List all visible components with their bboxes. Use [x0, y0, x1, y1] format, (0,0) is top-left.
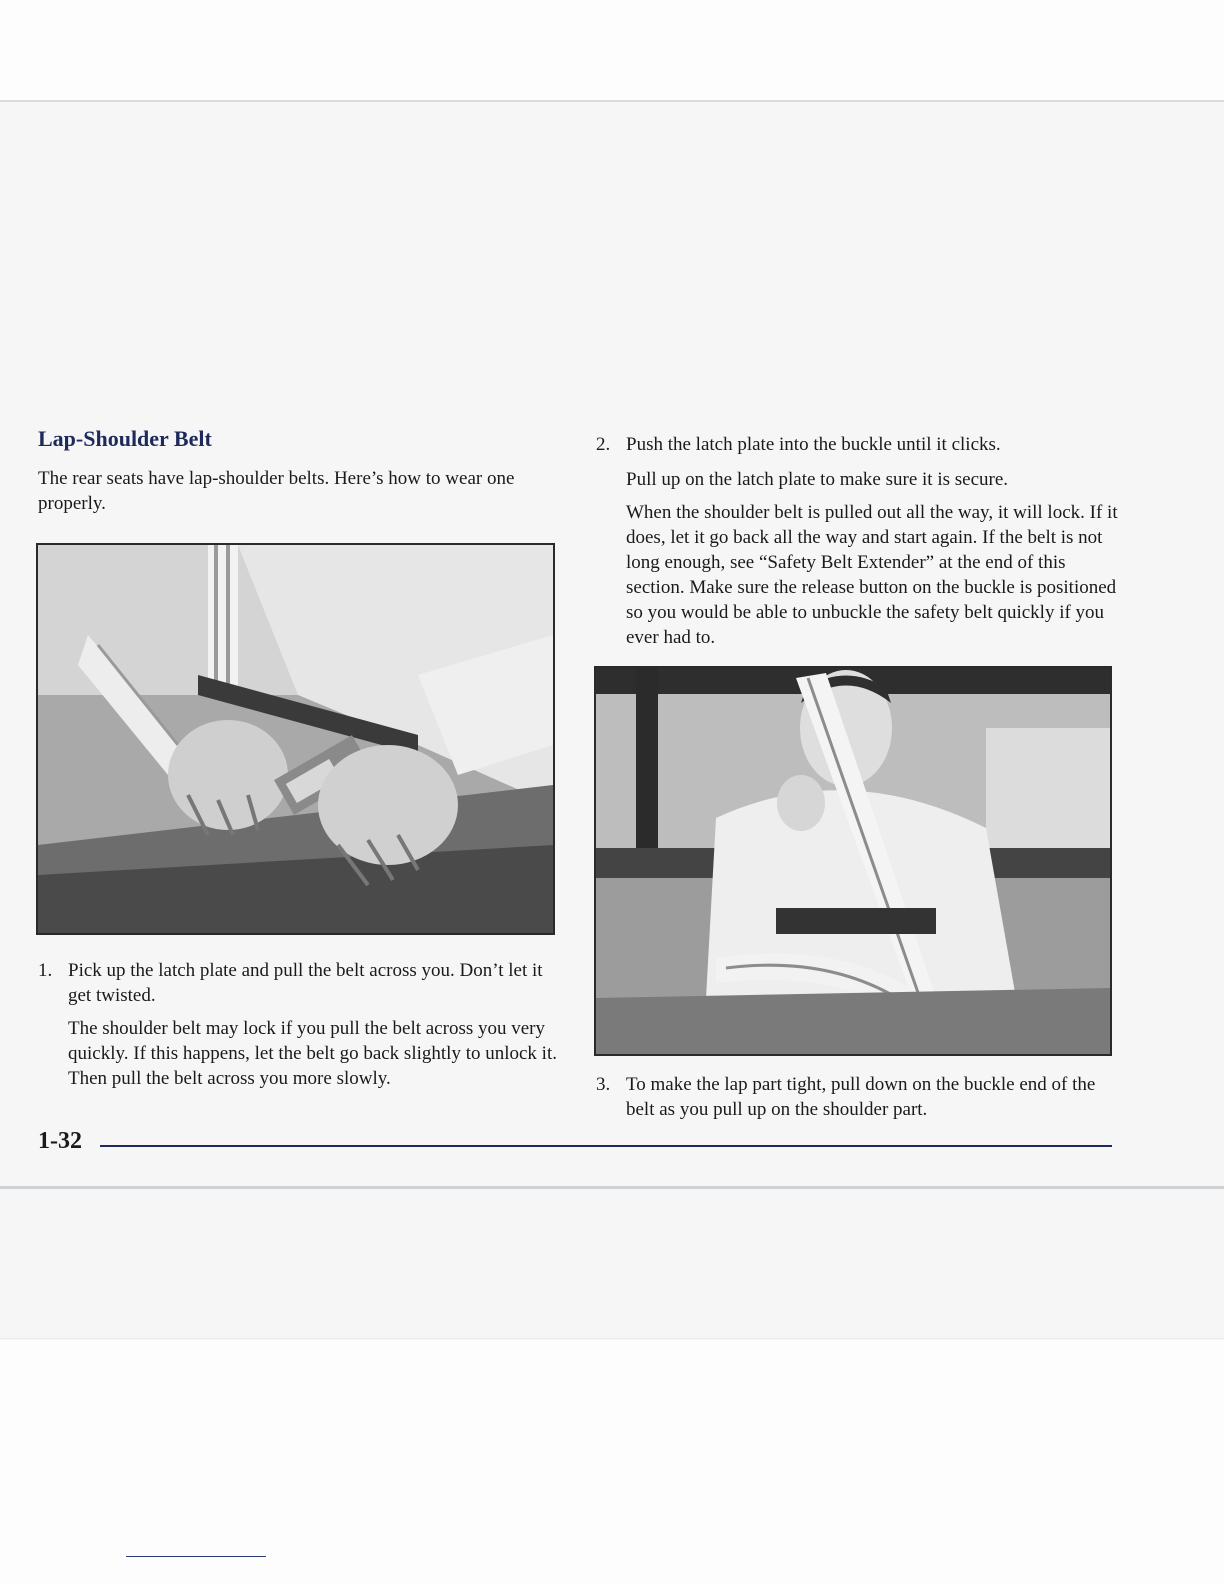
latch-plate-illustration [36, 543, 555, 935]
section-heading: Lap-Shoulder Belt [38, 426, 212, 451]
band-lower-edge [0, 1186, 1224, 1189]
step-1-number: 1. [38, 960, 53, 981]
step-2-note-1: Pull up on the latch plate to make sure it is secure. [626, 469, 1009, 490]
shoulder-belt-illustration [594, 666, 1112, 1056]
step-3-text: To make the lap part tight, pull down on the buckle end of the belt as you pull up on the shoulder part. [626, 1074, 1096, 1120]
step-2-note-2: When the shoulder belt is pulled out all the way, it will lock. If it does, let it go back all the way and start again. If the belt is not long enough, see “Safety Belt Extender” at the end of this section. Make sure the release button on the buckle is positioned so you would be able to unbuckle the safety belt quickly if you ever had to. [626, 502, 1118, 648]
corner-rule [126, 1556, 266, 1557]
step-1-text: Pick up the latch plate and pull the belt across you. Don’t let it get twisted. [68, 960, 543, 1006]
band-top-edge [0, 100, 1224, 102]
page-number: 1-32 [38, 1128, 82, 1154]
step-1-note: The shoulder belt may lock if you pull the belt across you very quickly. If this happens, let the belt go back slightly to unlock it. Then pull the belt across you more slowly. [68, 1018, 557, 1089]
step-2-text: Push the latch plate into the buckle until it clicks. [626, 434, 1001, 455]
step-3-number: 3. [596, 1074, 611, 1095]
footer-rule [100, 1145, 1112, 1147]
intro-paragraph: The rear seats have lap-shoulder belts. Here’s how to wear one properly. [38, 468, 515, 514]
step-2-number: 2. [596, 434, 611, 455]
band-bottom-edge [0, 1338, 1224, 1339]
